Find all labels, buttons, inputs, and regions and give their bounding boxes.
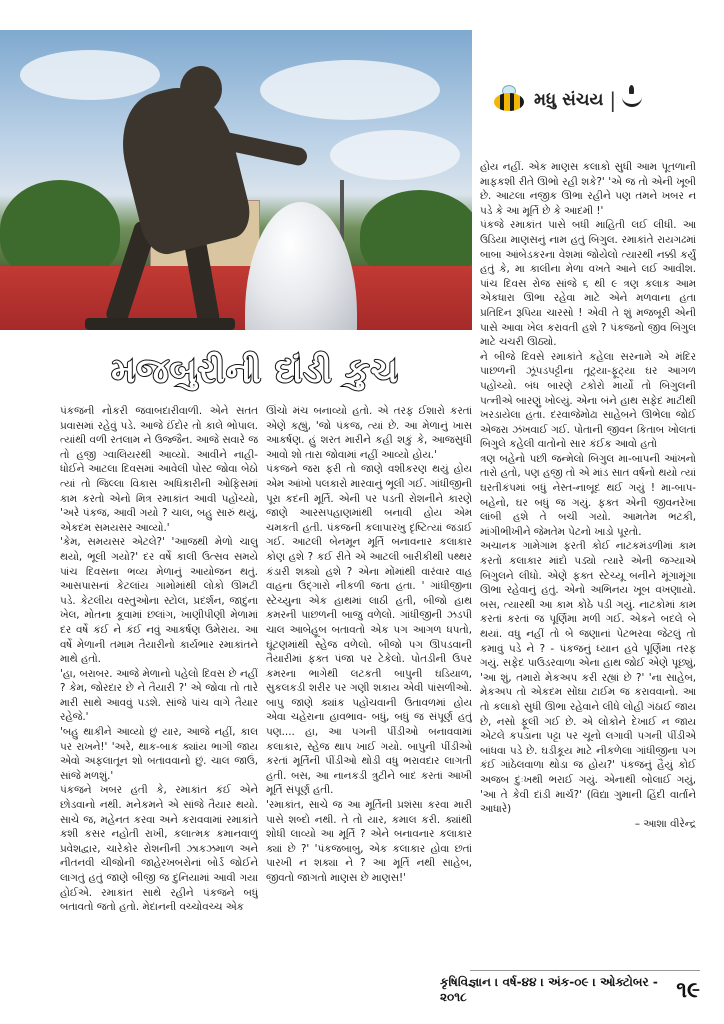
column-brand (488, 82, 716, 118)
bee-icon (488, 85, 528, 115)
brand-separator: | (609, 88, 617, 112)
paragraph: પંકજને ખબર હતી કે, રમાકાંત કંઈ એને છોડવાનો નથી. મનેકમને એ સાંજે તૈયાર થયો. સાચે જ, મહેનત કરવા અને કરાવવામાં રમાકાંતે કશી કસર નહોતી રાખી, કલાત્મક કમાનવાળું પ્રવેશદ્વાર, ચારેકોર રોશનીની ઝાકઝમાળ અને નીતનવી ચીજોની જાહેરખબરોનાં બોર્ડ જોઈને લાગતું હતું જાણે બીજી જ દુનિયામાં આવી ગયા હોઈએ. રમાકાંત સાથે રહીને પંકજને બધું બતાવતો જતો હતો. મેદાનની વચ્ચોવચ્ચ એક (60, 784, 258, 914)
paragraph: 'રમાકાંત, સાચે જ આ મૂર્તિની પ્રશંસા કરવા મારી પાસે શબ્દો નથી. તે તો યાર, કમાલ કરી. ક્યાંથી શોધી લાવ્યો આ મૂર્તિ ? એને બનાવનાર કલાકાર ક્યાં છે ?' 'પંકજબાબુ, એક કલાકાર હોવા છતાં પારખી ન શક્યા ને ? આ મૂર્તિ નથી સાહેબ, જીવતો જાગતો માણસ છે માણસ!' (266, 799, 472, 884)
paragraph: પંકજની નોકરી જવાબદારીવાળી. એને સતત પ્રવાસમાં રહેવું પડે. આજે ઈંદોર તો કાલે ભોપાલ. ત્યાંથી વળી રતલામ ને ઉજ્જૈન. આજે સવારે જ તો હજી ગ્વાલિયરથી આવ્યો. આવીને નાહી-ધોઈને આટલા દિવસમાં આવેલી પોસ્ટ જોવા બેઠો ત્યાં તો જિલ્લા વિકાસ અધિકારીની ઓફિસમાં કામ કરતો એનો મિત્ર રમાકાંત આવી પહોંચ્યો, 'અરે પંકજ, આવી ગયો ? ચાલ, બહુ સારું થયું, એકદમ સમયસર આવ્યો.' (60, 405, 258, 534)
paragraph: અચાનક ગામેગામ ફરતી કોઈ નાટકમંડળીમાં કામ કરતો કલાકાર માંદો પડ્યો ત્યારે એની જગ્યાએ બિગુલને લીધો. એણે ફક્ત સ્ટેચ્યૂ બનીને મૂંગામૂંગા ઊભા રહેવાનું હતું. એનો અભિનય ખૂબ વખણાયો. બસ, ત્યારથી આ કામ કોઠે પડી ગયું. નાટકોમાં કામ કરતાં કરતાં જ પૂર્ણિમા મળી ગઈ. એકને બદલે બે થયાં. વધુ નહીં તો બે જણાનાં પેટભરવા જેટલું તો કમાવું પડે ને ? - પંકજનું ધ્યાન હવે પૂર્ણિમા તરફ ગયું. સફેદ પાઉડરવાળા એના હાથ જોઈ એણે પૂછ્યું, 'આ શું, તમારો મેકઅપ કરી રહ્યાં છે ?' 'ના સાહેબ, મેકઅપ તો એકદમ સોંઘા ટાઈમ જ કરાવવાનો. આ તો કલાકો સુધી ઊભા રહેવાને લીધે લોહી ગંઠાઈ જાય છે, નસો ફૂલી ગઈ છે. એ લોકોને દેખાઈ ન જાય એટલે કપડાના પટ્ટા પર ચૂનો લગાવી પગની પીંડીએ બાંધવા પડે છે. ઘડીકૂય માટે નીકળેલા ગાંધીજીના પગ કંઈ ગાંઠેલવાળા થોડા જ હોય?' પંકજનું હૈયું કોઈ અજબ દુઃખથી ભરાઈ ગયું. એનાથી બોલાઈ ગયું, 'આ તે કેવી દાંડી માર્ચ?' (વિદ્યા ગુમાની હિંદી વાર્તાને આધારે) (480, 540, 696, 816)
author-credit: – આશા વીરેન્દ્ર (634, 817, 696, 830)
paragraph: ત્રણ બહેનો પછી જન્મેલો બિગુલ મા-બાપની આંખનો તારો હતો, પણ હજી તો એ માંડ સાત વર્ષનો થયો ત્યાં ઘરતીકંપમાં બધું નેસ્ત-નાબૂદ થઈ ગયું ! મા-બાપ-બહેનો, ઘર બધું જ ગયું. ફક્ત એની જીવનરેખા લાંબી હશે તે બચી ગયો. આમતેમ ભટકી, માંગીભીખીને જેમતેમ પેટનો ખાડો પૂરતો. (480, 452, 696, 538)
footer-rule (470, 970, 700, 971)
paragraph: પંકજને જરા ફરી તો જાણે વશીકરણ થયું હોય એમ આંખો પલકારો મારવાનું ભૂલી ગઈ. ગાંધીજીની પૂરા કદની મૂર્તિ. એની પર પડતી રોશનીને કારણે જાણે આરસપહાણમાંથી બનાવી હોય એમ ચમકતી હતી. પંકજની કલાપારખુ દૃષ્ટિત્યાં જડાઈ ગઈ. આટલી બેનમૂન મૂર્તિ બનાવનાર કલાકાર કોણ હશે ? કઈ રીતે એ આટલી બારીકીથી પથ્થર કંડારી શક્યો હશે ? એના મોંમાંથી વારંવાર વાહ વાહના ઉદ્ગારો નીકળી જતા હતા. ' ગાંધીજીના સ્ટેચ્યુના એક હાથમાં લાઠી હતી, બીજો હાથ કમરની પાછળની બાજુ વળેલો. ગાંધીજીની ઝડપી ચાલ આબેહૂબ બતાવતો એક પગ આગળ ધપતો, ઘૂંટણમાંથી સ્હેજ વળેલો. બીજો પગ ઊપડવાની તૈયારીમાં ફક્ત પંજા પર ટેકેલો. પોતડીની ઉપર કમરના ભાગેથી લટકતી બાપુની ઘડિયાળ, સુકલકડી શરીર પર ગણી શકાય એવી પાંસળીઓ. બાપુ જાણે ક્યાંક પહોંચવાની ઉતાવળમાં હોય એવા ચહેરાના હાવભાવ- બધું, બધું જ સંપૂર્ણ હતું પણ.... હા, આ પગની પીંડીઓ બનાવવામાં કલાકાર, સ્હેજ થાપ ખાઈ ગયો. બાપુની પીંડીઓ કરતાં મૂર્તિની પીંડીઓ થોડી વધુ ભરાવદાર લાગતી હતી. બસ, આ નાનકડી ત્રુટીને બાદ કરતાં આખી મૂર્તિ સંપૂર્ણ હતી. (266, 463, 472, 797)
diya-lamp-icon (622, 93, 642, 107)
page-number: ૧૯ (676, 977, 700, 1003)
statue-photo (0, 30, 472, 330)
paragraph: 'કેમ, સમયસર એટલે?' 'આજથી મેળો ચાલુ થયો, ભૂલી ગયો?' દર વર્ષે કાલી ઉત્સવ સમયે પાંચ દિવસના ભવ્ય મેળાનું આયોજન થતું. આસપાસનાં કેટલાંય ગામોમાંથી લોકો ઊમટી પડે. કેટલીય વસ્તુઓના સ્ટોલ, પ્રદર્શન, જાદુના ખેલ, મોતના કૂવામાં છલાંગ, ખાણીપીણી મેળામાં દર વર્ષે કંઈ ને કંઈ નવું આકર્ષણ ઉમેરાય. આ વર્ષે મેળાની તમામ તૈયારીનો કાર્યભાર રમાકાંતને માથે હતો. (60, 536, 258, 666)
text-column-1 (60, 404, 258, 970)
paragraph: ઊંચો મંચ બનાવ્યો હતો. એ તરફ ઈશારો કરતાં એણે કહ્યું, 'જો પંકજ, ત્યાં છે. આ મેળાનું ખાસ આકર્ષણ. હું શરત મારીને કહી શકું કે, આજસુધી આવો શો તારા જોવામાં નહીં આવ્યો હોય.' (266, 405, 472, 461)
footer-publication: કૃષિવિજ્ઞાન । વર્ષ-૪૪ । અંક-૦૯ । ઓક્ટોબર - ૨૦૧૮ (440, 975, 658, 1004)
paragraph: ને બીજે દિવસે રમાકાંતે કહેલા સરનામે એ મંદિર પાછળની ઝૂંપડપટ્ટીના તૂટ્યા-ફૂટ્યા ઘર આગળ પહોંચ્યો. બંધ બારણે ટકોરો માર્યો તો બિગુલની પત્નીએ બારણું ખોલ્યું. એના બંને હાથ સફેદ માટીથી ખરડાયેલા હતા. દરવાજેમોઢા સાહેબને ઊભેલા જોઈ એજરા ઝંખવાઈ ગઈ. પોતાની જીવન કિતાબ ખોલતાં બિગુલે કહેલી વાતોનો સાર કંઈક આવો હતો (480, 350, 696, 451)
paragraph: 'બહુ થાકીને આવ્યો છું યાર, આજે નહીં, કાલ પર રાખને!' 'અરે, થાક-બાક ક્યાંય ભાગી જાય એવો અફલાતૂન શો બતાવવાનો છું. ચાલ જાઉં, સાંજે મળશું.' (60, 726, 258, 782)
paragraph: પંકજે રમાકાંત પાસે બધી માહિતી લઈ લીધી. આ ઉડિયા માણસનું નામ હતું બિગુલ. રમાકાંતે રાયગઢમાં બાબા આંબેડકરના વેશમાં જોયેલો ત્યારથી નક્કી કર્યું હતું કે, મા કાલીના મેળા વખતે આને લઈ આવીશ. પાંચ દિવસ રોજ સાંજે ૬ થી ૯ ત્રણ કલાક આમ એકધારા ઊભા રહેવા માટે એને મળવાના હતા પ્રતિદિન રૂપિયા ચારસો ! એવી તે શું મજબૂરી એની પાસે આવા ખેલ કરાવતી હશે ? પંકજનો જીવ બિગુલ માટે ચચરી ઊઠ્યો. (480, 219, 696, 349)
text-column-2 (266, 404, 472, 970)
article-headline: મજબુરીની દાંડી કુચ (111, 351, 399, 391)
brand-title: મધુ સંચય (534, 90, 604, 110)
paragraph: હોય નહીં. એક માણસ કલાકો સુધી આમ પૂતળાની માફકશી રીતે ઊભો રહી શકે?' 'એ જ તો એની ખૂબી છે. આટલા નજીક ઊભા રહીને પણ તમને ખબર ન પડે કે આ મૂર્તિ છે કે આદમી !' (480, 161, 696, 217)
text-column-3 (480, 160, 696, 970)
page-footer (440, 976, 700, 1004)
paragraph: 'હા, બરાબર. આજે મેળાનો પહેલો દિવસ છે નહીં ? કેમ, જોરદાર છે ને તૈયારી ?' એ જોવા તો તારે મારી સાથે આવવું પડશે. સાંજે પાંચ વાગે તૈયાર રહેજે.' (60, 667, 258, 724)
